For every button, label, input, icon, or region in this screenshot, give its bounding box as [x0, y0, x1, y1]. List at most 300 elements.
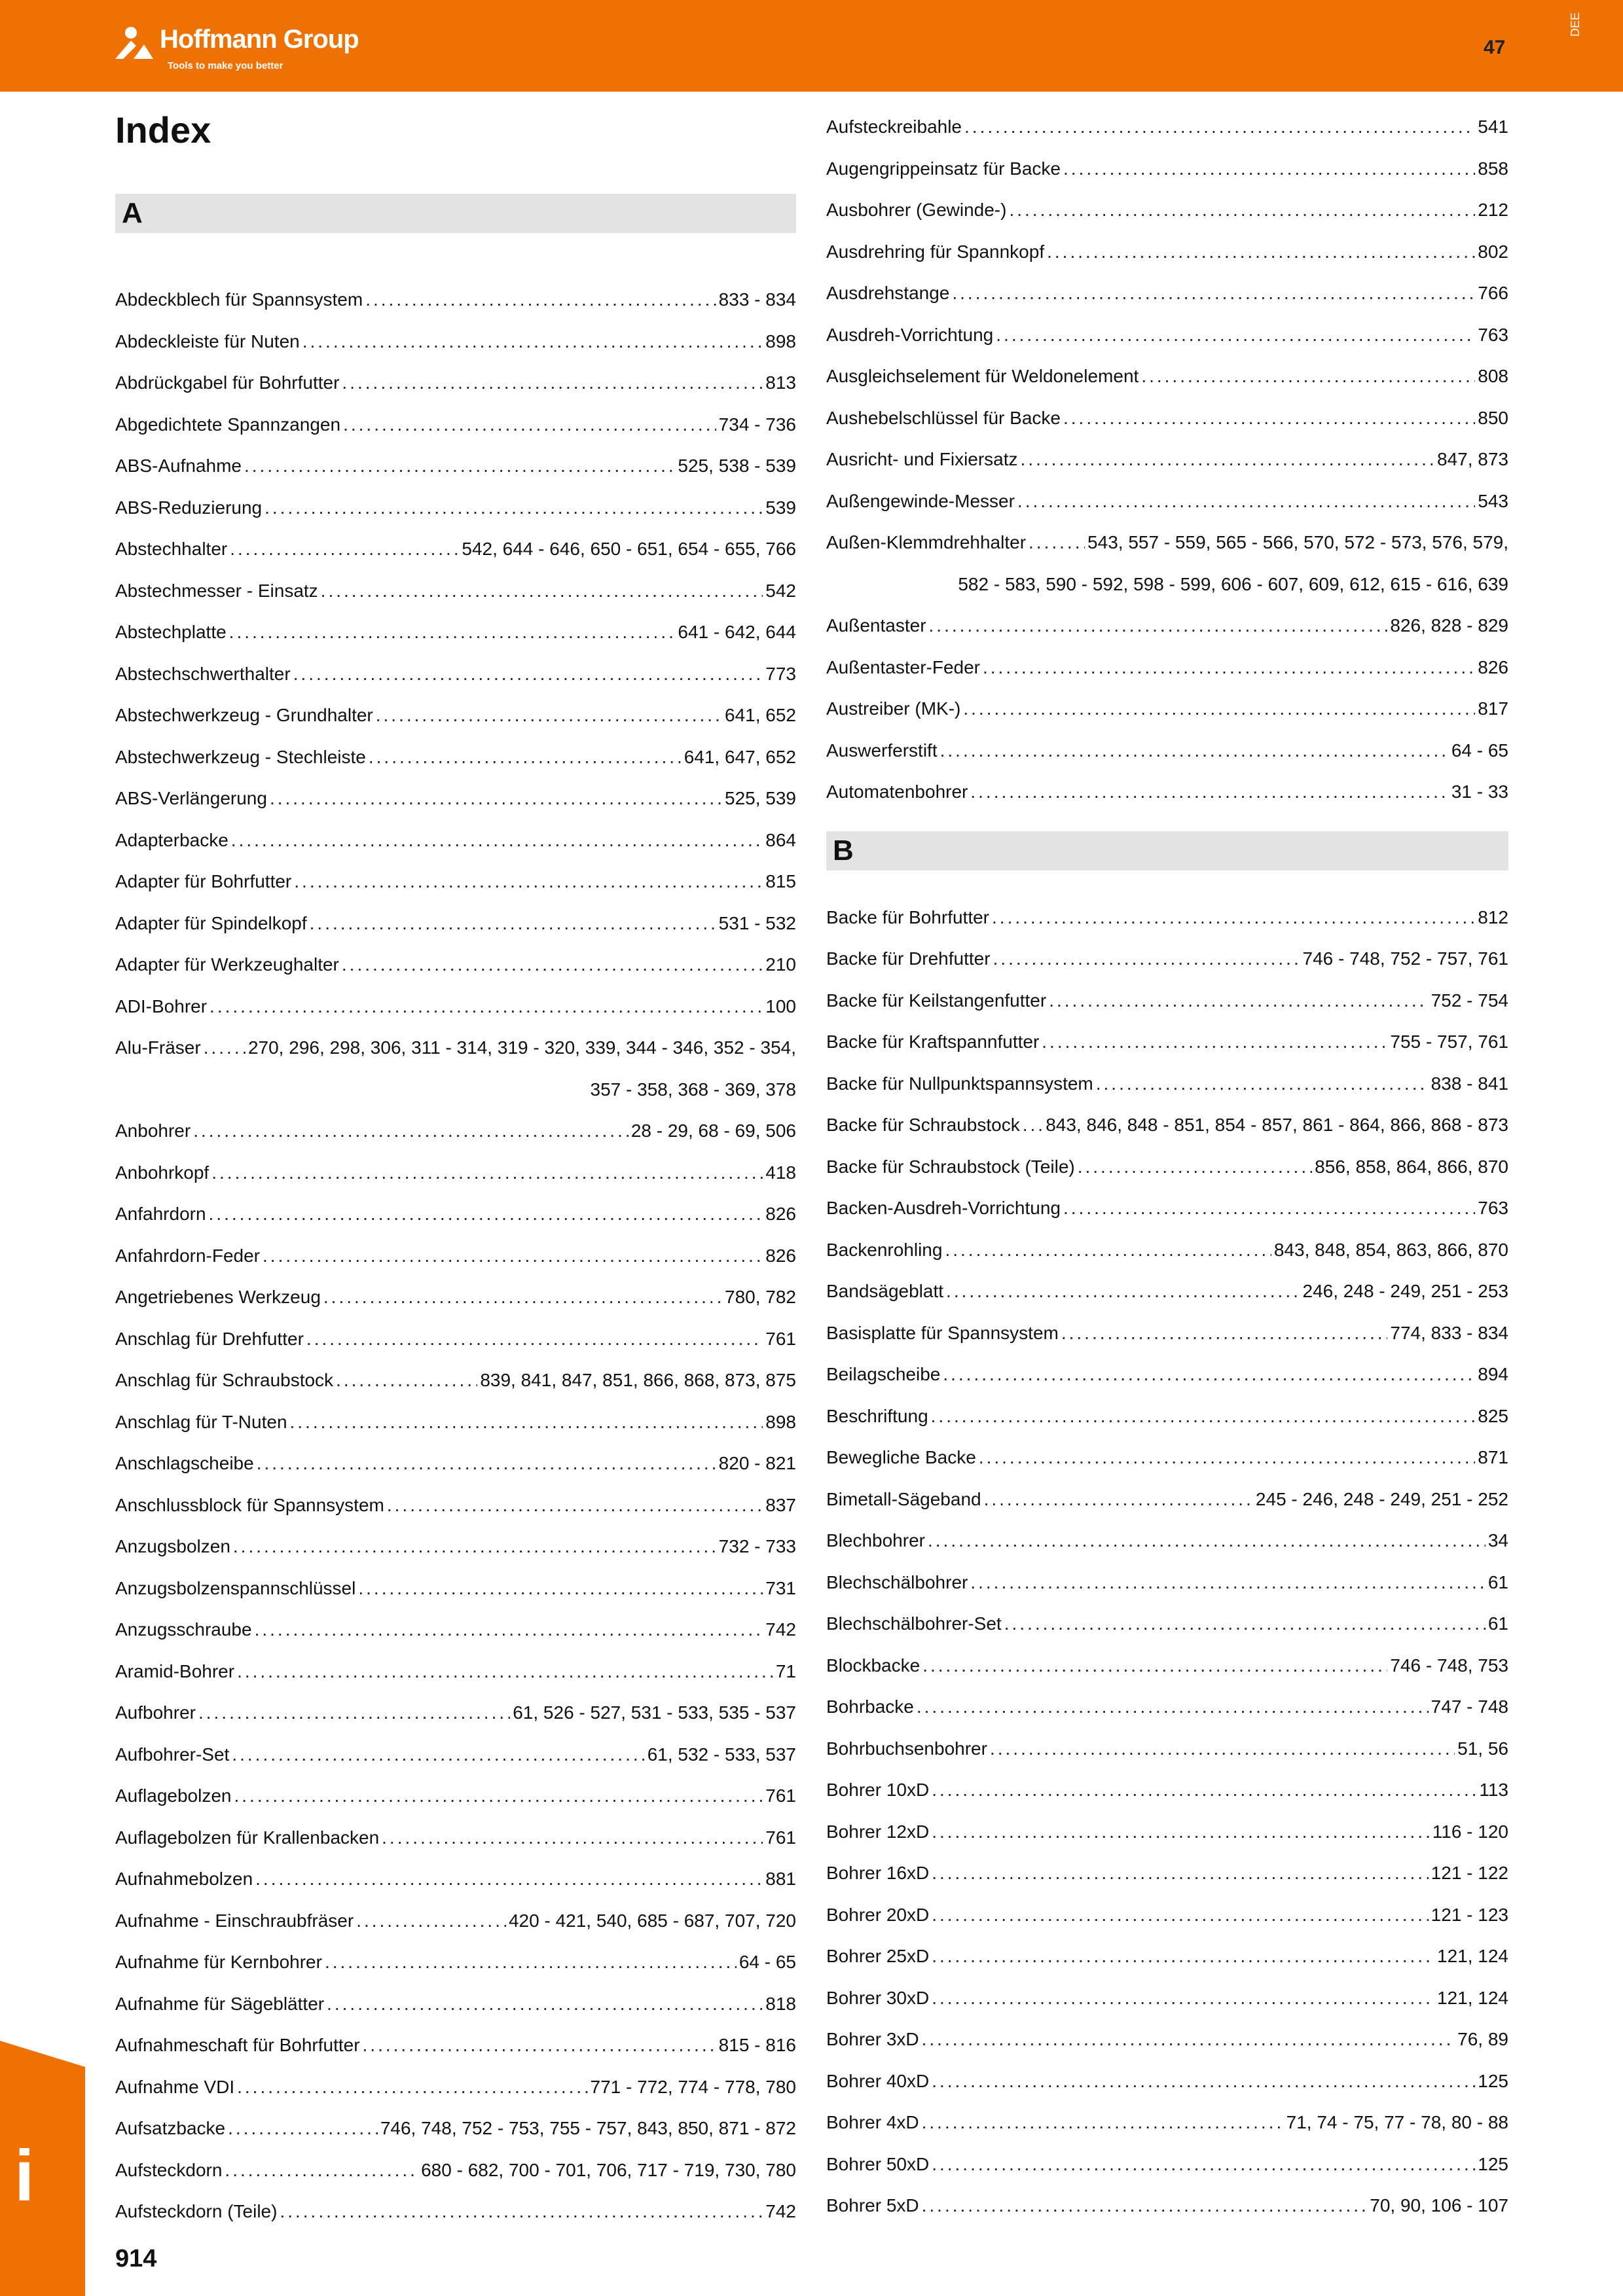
index-pages: 815 [765, 871, 796, 891]
leader-dots [323, 1276, 722, 1318]
index-entry [115, 1858, 796, 1900]
leader-dots [1047, 231, 1475, 273]
index-pages: 531 - 532 [718, 912, 796, 933]
index-pages: 802 [1478, 241, 1508, 262]
index-entry [115, 2024, 796, 2066]
leader-dots [210, 986, 763, 1028]
index-term: Bohrer 30xD [826, 1987, 930, 2008]
index-entry [115, 2066, 796, 2108]
leader-dots [325, 1941, 737, 1983]
info-icon: i [14, 2136, 35, 2216]
index-entry [826, 231, 1508, 273]
leader-dots [929, 605, 1388, 647]
index-entry [115, 279, 796, 321]
index-term: Ausgleichselement für Weldonelement [826, 366, 1139, 386]
leader-dots [198, 1692, 510, 1734]
index-entry [826, 2102, 1508, 2144]
leader-dots [932, 1769, 1476, 1811]
index-pages: 833 - 834 [718, 289, 796, 310]
index-pages: 51, 56 [1457, 1738, 1508, 1759]
leader-dots [984, 1479, 1253, 1520]
leader-dots [1004, 1603, 1486, 1645]
leader-dots [932, 2060, 1475, 2102]
leader-dots [230, 528, 459, 570]
index-entry [826, 106, 1508, 148]
index-pages: 61 [1487, 1571, 1508, 1592]
leader-dots [1063, 397, 1475, 439]
index-entry [115, 1568, 796, 1609]
index-pages: 815 - 816 [718, 2035, 796, 2055]
index-entry [826, 522, 1508, 564]
index-term: Abstechschwerthalter [115, 663, 291, 684]
index-list-a [115, 279, 796, 2233]
index-entry [115, 1110, 796, 1152]
index-entry [115, 1526, 796, 1568]
leader-dots [922, 2018, 1455, 2060]
index-term: Abdeckblech für Spannsystem [115, 289, 363, 310]
index-term: Ausdrehring für Spannkopf [826, 241, 1045, 262]
language-code: DEE [1569, 12, 1582, 37]
index-entry [826, 771, 1508, 813]
index-term: Automatenbohrer [826, 781, 968, 802]
leader-dots [945, 1229, 1271, 1271]
index-term: Aufnahme für Sägeblätter [115, 1993, 325, 2014]
index-term: Anschlag für Schraubstock [115, 1370, 334, 1390]
leader-dots [983, 647, 1475, 689]
leader-dots [369, 736, 682, 778]
leader-dots [932, 2144, 1475, 2185]
index-pages: 113 [1479, 1780, 1508, 1800]
index-entry [115, 694, 796, 736]
index-pages: 839, 841, 847, 851, 866, 868, 873, 875 [480, 1370, 796, 1390]
index-entry [826, 1104, 1508, 1146]
leader-dots [310, 903, 716, 944]
index-entry [826, 397, 1508, 439]
index-term: Aufnahme VDI [115, 2076, 235, 2097]
index-term: Bohrer 12xD [826, 1821, 930, 1842]
page-number: 914 [115, 2245, 157, 2272]
index-pages: 826 [765, 1204, 796, 1224]
index-pages: 525, 538 - 539 [678, 456, 796, 476]
index-entry [826, 1728, 1508, 1770]
leader-dots [336, 1359, 477, 1401]
index-term: Anschlussblock für Spannsystem [115, 1494, 384, 1515]
index-entry [115, 404, 796, 446]
index-pages: 539 [765, 497, 796, 518]
index-pages: 100 [765, 996, 796, 1016]
index-entry [826, 1354, 1508, 1395]
index-pages: 898 [765, 331, 796, 351]
leader-dots [979, 1437, 1475, 1479]
index-term: Anbohrer [115, 1121, 191, 1141]
leader-dots [917, 1686, 1429, 1728]
leader-dots [1063, 148, 1475, 190]
index-pages: 761 [765, 1328, 796, 1349]
index-term: Abstechplatte [115, 622, 227, 642]
index-pages: 755 - 757, 761 [1390, 1031, 1508, 1052]
leader-dots [293, 653, 763, 695]
index-term: Aufsatzbacke [115, 2118, 226, 2138]
index-entry [826, 1270, 1508, 1312]
index-pages: 116 - 120 [1432, 1821, 1508, 1842]
index-term: Bohrer 25xD [826, 1946, 930, 1966]
index-term: Außen-Klemmdrehhalter [826, 532, 1027, 552]
leader-dots [1141, 355, 1475, 397]
index-pages: 76, 89 [1457, 2029, 1508, 2049]
leader-dots [358, 1568, 763, 1609]
index-pages: 61 [1487, 1613, 1508, 1634]
section-letter-a: A [115, 194, 796, 233]
index-term: Auflagebolzen [115, 1785, 232, 1806]
index-entry [115, 1817, 796, 1859]
leader-dots [257, 1443, 716, 1484]
index-pages: 763 [1478, 1198, 1508, 1218]
index-pages: 774, 833 - 834 [1390, 1322, 1508, 1343]
index-term: Aramid-Bohrer [115, 1660, 235, 1681]
index-entry [826, 2185, 1508, 2227]
index-entry [115, 944, 796, 986]
index-term: Abstechhalter [115, 539, 228, 559]
index-pages: 773 [765, 663, 796, 684]
index-entry [826, 355, 1508, 397]
index-pages: 542 [765, 580, 796, 601]
index-entry [826, 1312, 1508, 1354]
index-entry [826, 272, 1508, 314]
index-pages: 734 - 736 [718, 414, 796, 435]
index-term: Aufsteckreibahle [826, 117, 962, 137]
leader-dots [990, 1728, 1455, 1770]
index-term: Bohrer 40xD [826, 2070, 930, 2091]
index-term: Aufbohrer [115, 1702, 196, 1723]
index-entry [826, 688, 1508, 730]
leader-dots [1021, 439, 1434, 480]
index-pages: 843, 846, 848 - 851, 854 - 857, 861 - 864, 866, 868 - 873 [1046, 1115, 1508, 1135]
index-entry [115, 1734, 796, 1776]
index-term: Backe für Drehfutter [826, 948, 991, 969]
index-term: Angetriebenes Werkzeug [115, 1287, 321, 1307]
index-pages: 212 [1478, 200, 1508, 220]
leader-dots [928, 1520, 1486, 1562]
index-entry [115, 362, 796, 404]
leader-dots [229, 611, 676, 653]
leader-dots [280, 2191, 763, 2233]
index-entry [115, 570, 796, 612]
index-entry [826, 2060, 1508, 2102]
index-term: Bohrbacke [826, 1696, 914, 1717]
index-entry [826, 1520, 1508, 1562]
index-pages: 64 - 65 [739, 1952, 796, 1972]
index-term: Ausricht- und Fixiersatz [826, 449, 1018, 469]
index-pages: 210 [765, 954, 796, 975]
index-side-tab [0, 2041, 85, 2296]
index-term: Auswerferstift [826, 740, 938, 761]
leader-dots [270, 778, 722, 819]
index-term: Blockbacke [826, 1655, 921, 1676]
index-pages: 742 [765, 1619, 796, 1640]
index-term: Blechschälbohrer [826, 1571, 968, 1592]
index-entry [826, 1021, 1508, 1063]
index-term: Blechbohrer [826, 1530, 925, 1551]
index-entry [115, 2108, 796, 2149]
index-term: Anbohrkopf [115, 1162, 210, 1183]
index-entry [115, 1318, 796, 1360]
index-term: Anfahrdorn-Feder [115, 1245, 261, 1266]
index-term: Abdrückgabel für Bohrfutter [115, 372, 340, 393]
index-pages: 752 - 754 [1431, 990, 1508, 1011]
index-pages: 746 - 748, 753 [1390, 1655, 1508, 1676]
index-term: Backenrohling [826, 1239, 943, 1260]
leader-dots [204, 1027, 246, 1069]
index-pages: 847, 873 [1437, 449, 1508, 469]
index-pages: 780, 782 [725, 1287, 796, 1307]
index-term: Aufbohrer-Set [115, 1744, 230, 1765]
index-list-b [826, 897, 1508, 2227]
index-pages: 817 [1478, 698, 1508, 719]
index-pages: 898 [765, 1411, 796, 1432]
index-entry [115, 986, 796, 1028]
index-term: Bewegliche Backe [826, 1447, 976, 1467]
index-pages: 894 [1478, 1364, 1508, 1384]
index-term: Abdeckleiste für Nuten [115, 331, 300, 351]
index-entry [826, 1187, 1508, 1229]
index-entry [826, 480, 1508, 522]
leader-dots [992, 897, 1475, 939]
leader-dots [255, 1858, 763, 1900]
index-term: Aufnahmebolzen [115, 1869, 253, 1889]
index-entry [115, 819, 796, 861]
index-term: Backe für Schraubstock [826, 1115, 1020, 1135]
index-entry [115, 611, 796, 653]
index-pages: 543, 557 - 559, 565 - 566, 570, 572 - 573, 576, 579, [1087, 532, 1508, 552]
leader-dots [342, 362, 763, 404]
index-pages: 121 - 122 [1431, 1863, 1508, 1883]
index-entry [826, 439, 1508, 480]
index-entry [115, 1775, 796, 1817]
index-pages: 31 - 33 [1451, 781, 1508, 802]
index-entry [115, 1651, 796, 1693]
leader-dots [932, 1811, 1430, 1853]
leader-dots [931, 1395, 1476, 1437]
leader-dots [237, 2066, 587, 2108]
leader-dots [1042, 1021, 1387, 1063]
index-entry [115, 778, 796, 819]
index-term: Backe für Kraftspannfutter [826, 1031, 1040, 1052]
index-entry [115, 528, 796, 570]
index-column-right [826, 106, 1508, 2227]
leader-dots [356, 1900, 506, 1942]
index-term: Anzugsbolzen [115, 1536, 230, 1556]
leader-dots [963, 688, 1475, 730]
leader-dots [302, 321, 763, 363]
index-entry [115, 1443, 796, 1484]
index-term: Beschriftung [826, 1405, 928, 1426]
index-pages: 812 [1478, 906, 1508, 927]
index-entry [115, 1152, 796, 1194]
index-pages: 871 [1478, 1447, 1508, 1467]
index-entry [115, 2191, 796, 2233]
index-term: Beilagscheibe [826, 1364, 941, 1384]
index-entry [115, 903, 796, 944]
index-pages: 420 - 421, 540, 685 - 687, 707, 720 [508, 1910, 796, 1931]
index-term: Bohrer 50xD [826, 2153, 930, 2174]
index-term: Ausdreh-Vorrichtung [826, 324, 994, 345]
leader-dots [376, 694, 722, 736]
leader-dots [1017, 480, 1475, 522]
index-term: Austreiber (MK-) [826, 698, 961, 719]
index-term: Bohrer 3xD [826, 2029, 919, 2049]
index-entry [826, 647, 1508, 689]
index-pages: 542, 644 - 646, 650 - 651, 654 - 655, 766 [462, 539, 796, 559]
leader-dots [970, 771, 1448, 813]
leader-dots [922, 2102, 1284, 2144]
index-pages: 771 - 772, 774 - 778, 780 [590, 2076, 796, 2097]
index-term: ADI-Bohrer [115, 996, 208, 1016]
index-term: Backe für Keilstangenfutter [826, 990, 1047, 1011]
index-term: Aufnahme für Kernbohrer [115, 1952, 322, 1972]
index-pages: 61, 526 - 527, 531 - 533, 535 - 537 [513, 1702, 796, 1723]
index-term: Abstechwerkzeug - Grundhalter [115, 705, 373, 725]
index-entry [115, 653, 796, 695]
index-entry [115, 1027, 796, 1069]
index-entry [826, 1562, 1508, 1604]
leader-dots [932, 1894, 1428, 1936]
index-term: Bohrer 10xD [826, 1780, 930, 1800]
leader-dots [1049, 980, 1428, 1022]
index-pages: 746, 748, 752 - 753, 755 - 757, 843, 850, 871 - 872 [380, 2118, 796, 2138]
index-entry [115, 1609, 796, 1651]
page-header [0, 0, 1623, 92]
index-term: Backen-Ausdreh-Vorrichtung [826, 1198, 1061, 1218]
leader-dots [382, 1817, 763, 1859]
index-pages: 70, 90, 106 - 107 [1370, 2195, 1508, 2215]
index-term: Ausdrehstange [826, 283, 950, 303]
leader-dots [1063, 1187, 1475, 1229]
index-entry [826, 1479, 1508, 1520]
index-entry [826, 1603, 1508, 1645]
index-entry [826, 1645, 1508, 1687]
index-term: Bandsägeblatt [826, 1281, 944, 1301]
index-entry [115, 1276, 796, 1318]
leader-dots [1009, 189, 1475, 231]
index-pages: 680 - 682, 700 - 701, 706, 717 - 719, 730, 780 [421, 2159, 796, 2180]
index-pages: 826, 828 - 829 [1390, 615, 1508, 636]
index-pages: 826 [765, 1245, 796, 1266]
index-pages: 245 - 246, 248 - 249, 251 - 252 [1255, 1488, 1508, 1509]
index-entry [826, 897, 1508, 939]
index-term: Augengrippeinsatz für Backe [826, 158, 1061, 179]
leader-dots [387, 1484, 763, 1526]
index-term: Auflagebolzen für Krallenbacken [115, 1827, 380, 1848]
index-pages: 837 [765, 1494, 796, 1515]
index-entry [826, 1811, 1508, 1853]
index-entry [115, 1484, 796, 1526]
index-term: Adapter für Bohrfutter [115, 871, 292, 891]
index-entry [826, 148, 1508, 190]
hoffmann-logo [114, 20, 389, 79]
hoffmann-logo-mark-icon [114, 25, 155, 60]
index-term: Anzugsbolzenspannschlüssel [115, 1577, 356, 1598]
index-entry [115, 1193, 796, 1235]
index-pages: 761 [765, 1827, 796, 1848]
leader-dots [321, 570, 763, 612]
index-entry [826, 605, 1508, 647]
leader-dots [327, 1983, 763, 2025]
index-pages: 850 [1478, 407, 1508, 428]
index-term: ABS-Reduzierung [115, 497, 263, 518]
index-term: Backe für Schraubstock (Teile) [826, 1156, 1075, 1177]
index-entry [115, 736, 796, 778]
index-pages: 34 [1487, 1530, 1508, 1551]
index-term: Bohrer 4xD [826, 2112, 919, 2132]
index-entry [826, 1935, 1508, 1977]
index-entry [115, 1235, 796, 1277]
index-term: Anschlag für T-Nuten [115, 1411, 287, 1432]
index-term: Aufsteckdorn (Teile) [115, 2201, 278, 2221]
index-entry [826, 1977, 1508, 2019]
index-column-left [115, 194, 796, 2233]
index-pages: 125 [1478, 2070, 1508, 2091]
index-term: Bohrer 20xD [826, 1904, 930, 1925]
brand-name: Hoffmann Group [160, 25, 359, 54]
index-term: Adapterbacke [115, 829, 228, 850]
index-entry [115, 1692, 796, 1734]
index-entry [115, 487, 796, 529]
index-term: Bohrer 16xD [826, 1863, 930, 1883]
index-term: Bohrbuchsenbohrer [826, 1738, 987, 1759]
index-pages: 246, 248 - 249, 251 - 253 [1302, 1281, 1508, 1301]
leader-dots [996, 314, 1475, 356]
index-pages: 121, 124 [1437, 1946, 1508, 1966]
index-pages-continued: 357 - 358, 368 - 369, 378 [590, 1079, 796, 1100]
index-entry [115, 321, 796, 363]
index-pages: 826 [1478, 656, 1508, 677]
index-pages: 731 [765, 1577, 796, 1598]
index-pages: 825 [1478, 1405, 1508, 1426]
index-pages: 121 - 123 [1431, 1904, 1508, 1925]
index-term: Anzugsschraube [115, 1619, 252, 1640]
index-entry [826, 938, 1508, 980]
index-entry [826, 1686, 1508, 1728]
index-entry [115, 1900, 796, 1942]
index-pages: 541 [1478, 117, 1508, 137]
index-pages: 818 [765, 1993, 796, 2014]
index-term: Abstechmesser - Einsatz [115, 580, 318, 601]
index-pages: 121, 124 [1437, 1987, 1508, 2008]
leader-dots [237, 1651, 773, 1693]
index-pages: 856, 858, 864, 866, 870 [1315, 1156, 1508, 1177]
index-pages: 742 [765, 2201, 796, 2221]
index-pages: 125 [1478, 2153, 1508, 2174]
index-term: Anschlag für Drehfutter [115, 1328, 304, 1349]
leader-dots [943, 1354, 1475, 1395]
leader-dots [209, 1193, 763, 1235]
index-term: Bimetall-Sägeband [826, 1488, 981, 1509]
index-entry [115, 861, 796, 903]
index-entry [826, 1229, 1508, 1271]
brand-tagline: Tools to make you better [168, 60, 283, 71]
section-letter-b: B [826, 831, 1508, 870]
index-pages: 525, 539 [725, 788, 796, 808]
index-term: Außentaster-Feder [826, 656, 980, 677]
index-pages-continued: 582 - 583, 590 - 592, 598 - 599, 606 - 607, 609, 612, 615 - 616, 639 [958, 573, 1508, 594]
index-pages: 838 - 841 [1431, 1073, 1508, 1094]
leader-dots [342, 944, 763, 986]
index-entry [115, 2149, 796, 2191]
catalog-page-number: 47 [1484, 37, 1506, 58]
index-term: Adapter für Werkzeughalter [115, 954, 339, 975]
leader-dots [922, 1645, 1387, 1687]
leader-dots [1096, 1063, 1429, 1105]
